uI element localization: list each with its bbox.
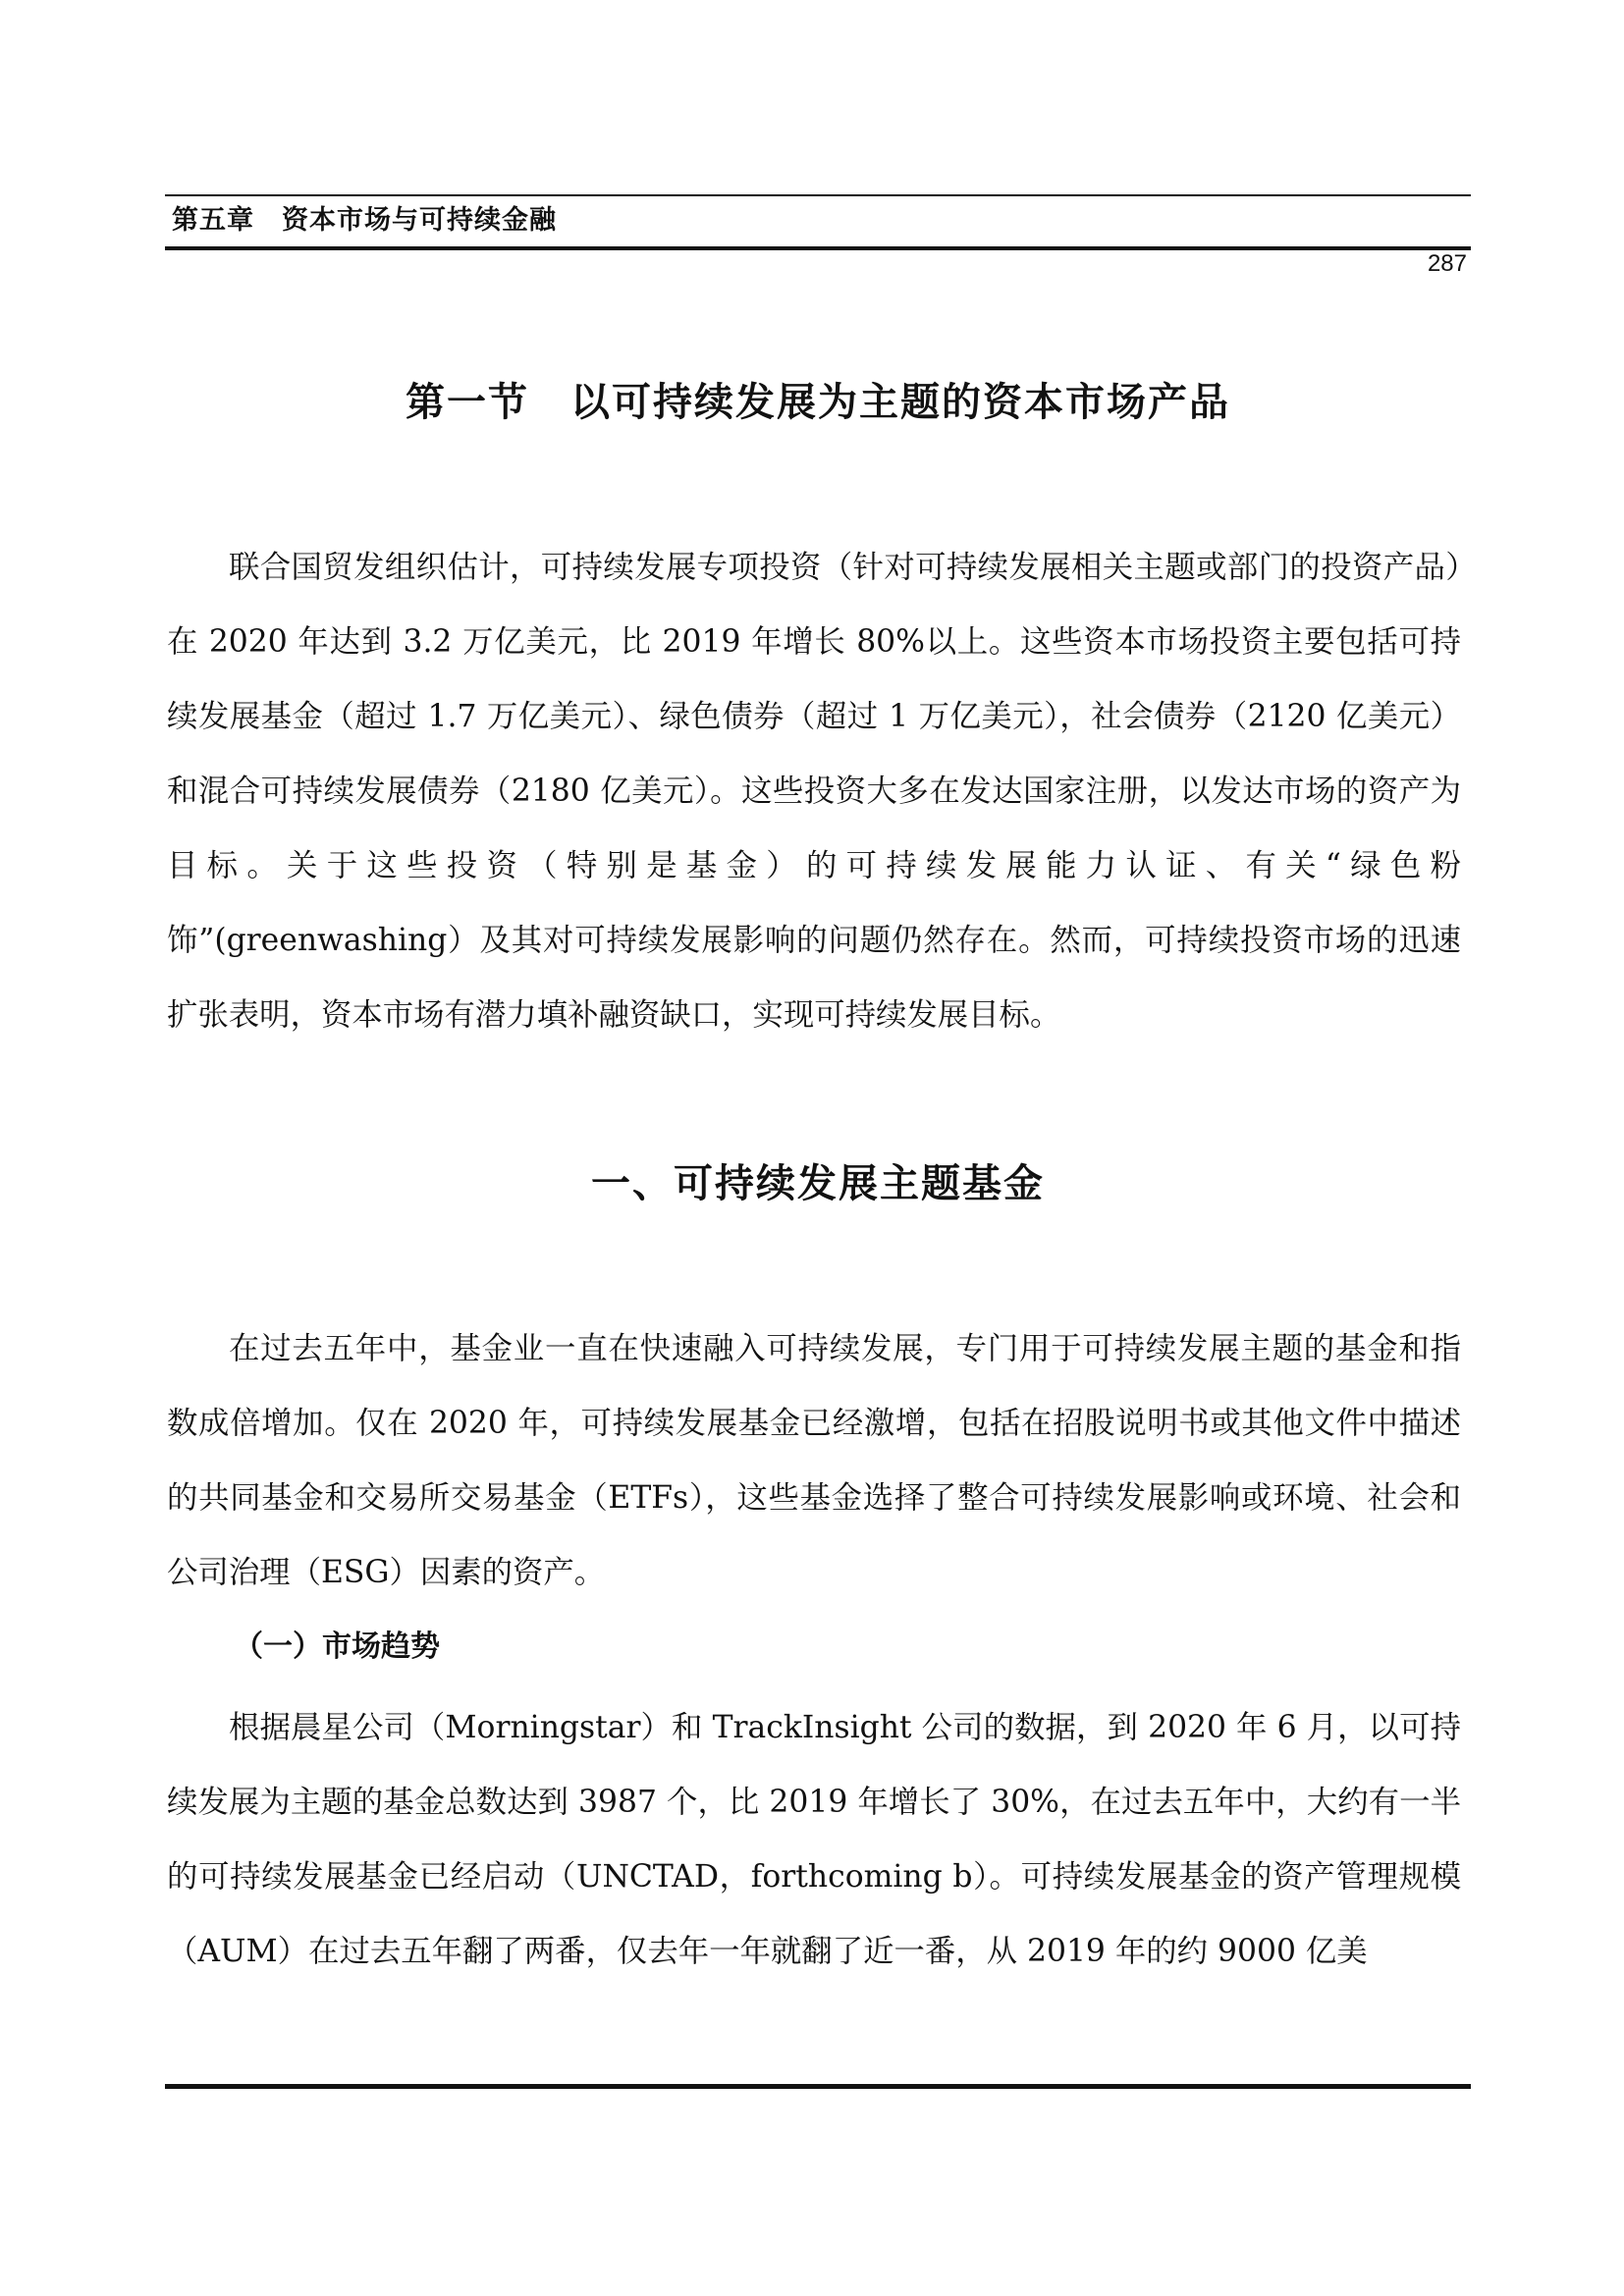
paragraph-intro: 联合国贸发组织估计，可持续发展专项投资（针对可持续发展相关主题或部门的投资产品）在 2020 年达到 3.2 万亿美元，比 2019 年增长 80%以上。这些资本市场投资主要包括可持续发展基金（超过 1.7 万亿美元）、绿色债券（超过 1 万亿美元），社会债券（2120 亿美元）和混合可持续发展债券（2180 亿美元）。这些投资大多在发达国家注册，以发达市场的资产为目标。关于这些投资（特别是基金）的可持续发展能力认证、有关“绿色粉饰”(greenwashing）及其对可持续发展影响的问题仍然存在。然而，可持续投资市场的迅速扩张表明，资本市场有潜力填补融资缺口，实现可持续发展目标。 (167, 550, 1461, 1033)
header-bottom-rule (165, 246, 1471, 250)
paragraph-trends: 根据晨星公司（Morningstar）和 TrackInsight 公司的数据，到 2020 年 6 月，以可持续发展为主题的基金总数达到 3987 个，比 2019 年增长了 30%，在过去五年中，大约有一半的可持续发展基金已经启动（UNCTAD，forthcoming b）。可持续发展基金的资产管理规模（AUM）在过去五年翻了两番，仅去年一年就翻了近一番，从 2019 年的约 9000 亿美 (167, 1710, 1461, 1969)
subheading-market-trends: （一）市场趋势 (234, 1629, 440, 1664)
chapter-header: 第五章 资本市场与可持续金融 (172, 205, 557, 236)
header-top-rule (165, 194, 1471, 196)
subsection-title: 一、可持续发展主题基金 (591, 1161, 1045, 1206)
section-title: 第一节 以可持续发展为主题的资本市场产品 (406, 380, 1230, 425)
page-number: 287 (1427, 250, 1467, 277)
paragraph-funds: 在过去五年中，基金业一直在快速融入可持续发展，专门用于可持续发展主题的基金和指数成倍增加。仅在 2020 年，可持续发展基金已经激增，包括在招股说明书或其他文件中描述的共同基金和交易所交易基金（ETFs），这些基金选择了整合可持续发展影响或环境、社会和公司治理（ESG）因素的资产。 (167, 1331, 1461, 1590)
footer-rule (165, 2084, 1471, 2089)
